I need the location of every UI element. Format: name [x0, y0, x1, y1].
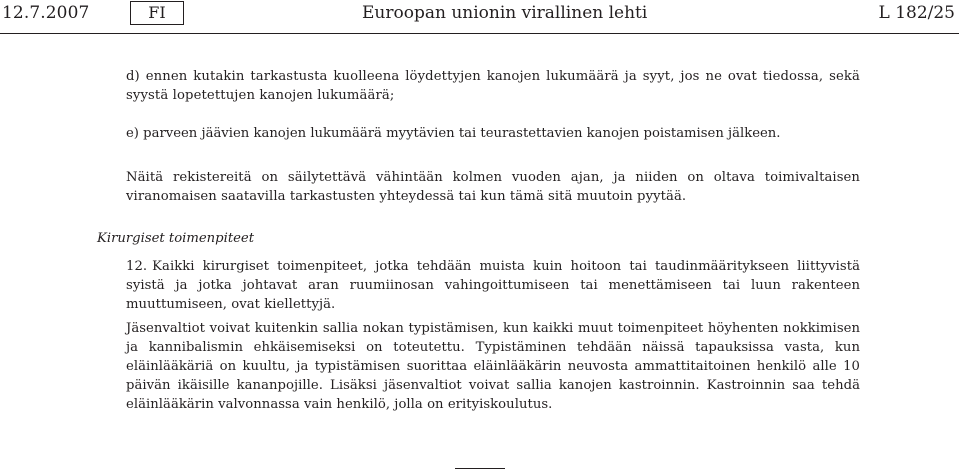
page-reference: L 182/25: [878, 3, 955, 23]
section-12-text: Kaikki kirurgiset toimenpiteet, jotka tehdään muista kuin hoitoon tai taudinmääritykseen liittyvistä syistä ja jotka johtavat aran ruumiinosan vahingoittumiseen tai menettämiseen tai luun rakenteen muuttumiseen, ovat kiellettyjä.: [126, 259, 860, 312]
publication-date: 12.7.2007: [2, 3, 90, 23]
journal-title: Euroopan unionin virallinen lehti: [362, 3, 648, 23]
header-divider: [0, 33, 959, 34]
list-item-e: e) parveen jäävien kanojen lukumäärä myytävien tai teurastettavien kanojen poistamisen jälkeen.: [126, 126, 781, 141]
derogation-paragraph: Jäsenvaltiot voivat kuitenkin sallia nokan typistämisen, kun kaikki muut toimenpiteet höyhenten nokkimisen ja kannibalismin ehkäisemiseksi on toteutettu. Typistäminen tehdään näissä tapauksissa vasta, kun eläinlääkäriä on kuultu, ja typistämisen suorittaa eläinlääkärin neuvosta ammattitaitoinen henkilö alle 10 päivän ikäisille kananpojille. Lisäksi jäsenvaltiot voivat sallia kanojen kastroinnin. Kastroinnin saa tehdä eläinlääkärin valvonnassa vain henkilö, jolla on erityiskoulutus.: [126, 321, 860, 412]
section-heading: Kirurgiset toimenpiteet: [97, 231, 255, 246]
footnote-separator: [455, 468, 505, 469]
page-header: [0, 0, 959, 34]
language-code-box: FI: [130, 1, 184, 25]
list-item-d: d) ennen kutakin tarkastusta kuolleena löydettyjen kanojen lukumäärä ja syyt, jos ne ovat tiedossa, sekä syystä lopetettujen kanojen lukumäärä;: [126, 69, 860, 103]
section-number: 12.: [126, 259, 148, 274]
section-12-paragraph: [126, 257, 860, 314]
records-paragraph: Näitä rekistereitä on säilytettävä vähintään kolmen vuoden ajan, ja niiden on oltava toimivaltaisen viranomaisen saatavilla tarkastusten yhteydessä tai kun tämä sitä muutoin pyytää.: [126, 170, 860, 204]
